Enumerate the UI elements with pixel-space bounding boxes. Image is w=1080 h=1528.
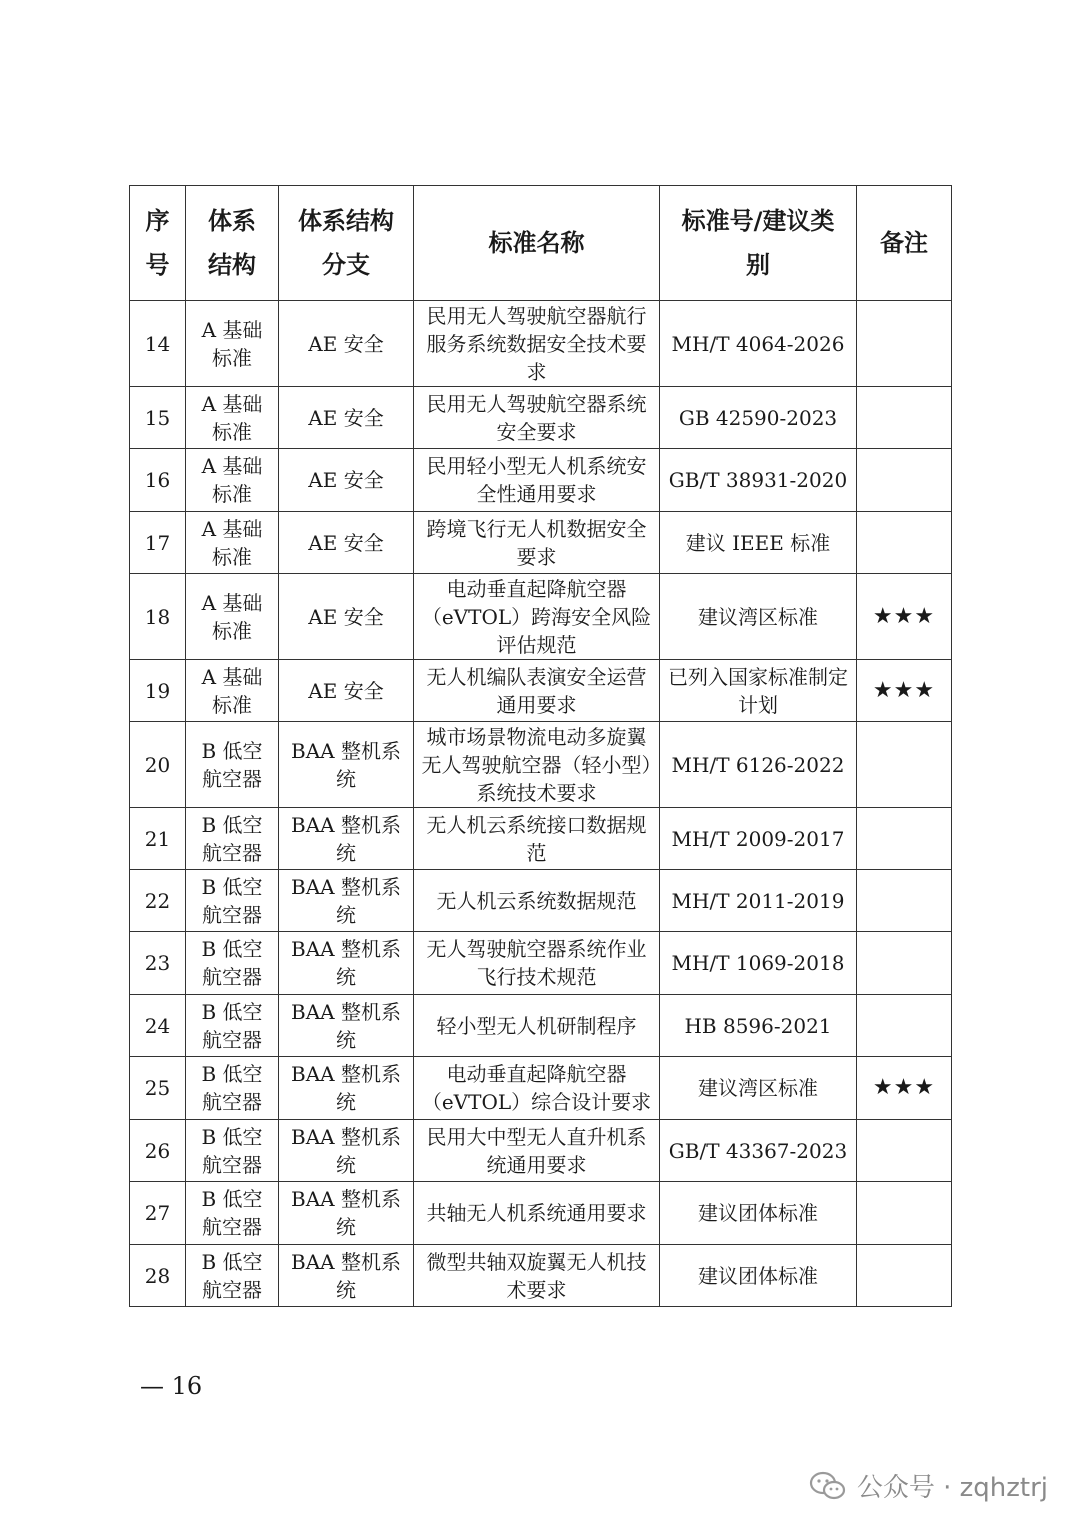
cell-number: 建议团体标准 xyxy=(660,1182,857,1245)
cell-note: ★★★ xyxy=(857,574,952,660)
table-row xyxy=(130,660,952,722)
cell-note xyxy=(857,808,952,870)
cell-number: MH/T 4064-2026 xyxy=(660,301,857,387)
cell-seq: 16 xyxy=(130,449,186,512)
cell-branch: AE 安全 xyxy=(279,301,414,387)
table-row xyxy=(130,387,952,449)
header-number: 标准号/建议类别 xyxy=(660,186,857,301)
cell-note xyxy=(857,1120,952,1182)
cell-note xyxy=(857,870,952,932)
cell-branch: BAA 整机系统 xyxy=(279,932,414,995)
cell-seq: 23 xyxy=(130,932,186,995)
cell-structure: A 基础标准 xyxy=(186,301,279,387)
cell-structure: A 基础标准 xyxy=(186,387,279,449)
cell-branch: AE 安全 xyxy=(279,449,414,512)
cell-branch: BAA 整机系统 xyxy=(279,1245,414,1307)
cell-name: 民用无人驾驶航空器系统安全要求 xyxy=(414,387,660,449)
table-row xyxy=(130,449,952,512)
table-row xyxy=(130,995,952,1057)
table-row xyxy=(130,1182,952,1245)
cell-number: 建议团体标准 xyxy=(660,1245,857,1307)
cell-number: MH/T 6126-2022 xyxy=(660,722,857,808)
cell-seq: 25 xyxy=(130,1057,186,1120)
cell-branch: BAA 整机系统 xyxy=(279,1182,414,1245)
cell-branch: AE 安全 xyxy=(279,574,414,660)
cell-branch: BAA 整机系统 xyxy=(279,995,414,1057)
cell-seq: 24 xyxy=(130,995,186,1057)
cell-branch: BAA 整机系统 xyxy=(279,808,414,870)
wechat-icon xyxy=(809,1471,847,1501)
cell-name: 微型共轴双旋翼无人机技术要求 xyxy=(414,1245,660,1307)
cell-note xyxy=(857,995,952,1057)
cell-structure: A 基础标准 xyxy=(186,512,279,574)
page-number: — 16 xyxy=(140,1372,203,1400)
cell-structure: A 基础标准 xyxy=(186,574,279,660)
cell-note xyxy=(857,722,952,808)
cell-structure: A 基础标准 xyxy=(186,660,279,722)
cell-branch: BAA 整机系统 xyxy=(279,722,414,808)
table-row xyxy=(130,808,952,870)
table-row xyxy=(130,1057,952,1120)
cell-seq: 14 xyxy=(130,301,186,387)
cell-number: MH/T 2011-2019 xyxy=(660,870,857,932)
cell-branch: BAA 整机系统 xyxy=(279,1120,414,1182)
table-row xyxy=(130,722,952,808)
cell-name: 民用轻小型无人机系统安全性通用要求 xyxy=(414,449,660,512)
cell-number: GB/T 38931-2020 xyxy=(660,449,857,512)
cell-seq: 19 xyxy=(130,660,186,722)
table-header-row xyxy=(130,186,952,301)
cell-structure: B 低空航空器 xyxy=(186,995,279,1057)
cell-note xyxy=(857,301,952,387)
cell-branch: AE 安全 xyxy=(279,512,414,574)
cell-number: 建议湾区标准 xyxy=(660,574,857,660)
cell-number: 建议湾区标准 xyxy=(660,1057,857,1120)
header-note: 备注 xyxy=(857,186,952,301)
cell-branch: BAA 整机系统 xyxy=(279,1057,414,1120)
cell-number: MH/T 2009-2017 xyxy=(660,808,857,870)
cell-branch: AE 安全 xyxy=(279,387,414,449)
cell-note: ★★★ xyxy=(857,1057,952,1120)
cell-structure: B 低空航空器 xyxy=(186,1057,279,1120)
cell-structure: A 基础标准 xyxy=(186,449,279,512)
standards-table xyxy=(129,185,952,1307)
cell-name: 轻小型无人机研制程序 xyxy=(414,995,660,1057)
cell-name: 电动垂直起降航空器（eVTOL）跨海安全风险评估规范 xyxy=(414,574,660,660)
cell-seq: 21 xyxy=(130,808,186,870)
cell-seq: 18 xyxy=(130,574,186,660)
cell-branch: AE 安全 xyxy=(279,660,414,722)
cell-seq: 22 xyxy=(130,870,186,932)
cell-structure: B 低空航空器 xyxy=(186,1245,279,1307)
cell-name: 无人机云系统接口数据规范 xyxy=(414,808,660,870)
table-body xyxy=(130,301,952,1307)
cell-seq: 27 xyxy=(130,1182,186,1245)
header-name: 标准名称 xyxy=(414,186,660,301)
table-row xyxy=(130,512,952,574)
cell-number: MH/T 1069-2018 xyxy=(660,932,857,995)
header-seq: 序号 xyxy=(130,186,186,301)
cell-structure: B 低空航空器 xyxy=(186,722,279,808)
table-row xyxy=(130,870,952,932)
cell-structure: B 低空航空器 xyxy=(186,932,279,995)
cell-note xyxy=(857,1182,952,1245)
cell-seq: 26 xyxy=(130,1120,186,1182)
cell-number: HB 8596-2021 xyxy=(660,995,857,1057)
cell-number: GB 42590-2023 xyxy=(660,387,857,449)
cell-note: ★★★ xyxy=(857,660,952,722)
cell-note xyxy=(857,932,952,995)
cell-seq: 17 xyxy=(130,512,186,574)
cell-structure: B 低空航空器 xyxy=(186,1120,279,1182)
cell-name: 无人机编队表演安全运营通用要求 xyxy=(414,660,660,722)
cell-name: 电动垂直起降航空器（eVTOL）综合设计要求 xyxy=(414,1057,660,1120)
table-row xyxy=(130,932,952,995)
cell-seq: 20 xyxy=(130,722,186,808)
table-row xyxy=(130,1120,952,1182)
cell-number: GB/T 43367-2023 xyxy=(660,1120,857,1182)
cell-name: 城市场景物流电动多旋翼无人驾驶航空器（轻小型）系统技术要求 xyxy=(414,722,660,808)
cell-name: 共轴无人机系统通用要求 xyxy=(414,1182,660,1245)
cell-number: 已列入国家标准制定计划 xyxy=(660,660,857,722)
cell-name: 无人驾驶航空器系统作业飞行技术规范 xyxy=(414,932,660,995)
cell-note xyxy=(857,1245,952,1307)
cell-note xyxy=(857,512,952,574)
cell-structure: B 低空航空器 xyxy=(186,1182,279,1245)
cell-branch: BAA 整机系统 xyxy=(279,870,414,932)
cell-note xyxy=(857,387,952,449)
cell-structure: B 低空航空器 xyxy=(186,808,279,870)
cell-name: 民用大中型无人直升机系统通用要求 xyxy=(414,1120,660,1182)
watermark-text: 公众号 · zqhztrj xyxy=(856,1473,1048,1503)
table-row xyxy=(130,301,952,387)
cell-seq: 15 xyxy=(130,387,186,449)
watermark xyxy=(809,1467,1048,1504)
table-row xyxy=(130,574,952,660)
cell-name: 无人机云系统数据规范 xyxy=(414,870,660,932)
cell-seq: 28 xyxy=(130,1245,186,1307)
cell-name: 跨境飞行无人机数据安全要求 xyxy=(414,512,660,574)
table-row xyxy=(130,1245,952,1307)
cell-note xyxy=(857,449,952,512)
header-branch: 体系结构分支 xyxy=(279,186,414,301)
cell-name: 民用无人驾驶航空器航行服务系统数据安全技术要求 xyxy=(414,301,660,387)
header-structure: 体系结构 xyxy=(186,186,279,301)
cell-number: 建议 IEEE 标准 xyxy=(660,512,857,574)
cell-structure: B 低空航空器 xyxy=(186,870,279,932)
